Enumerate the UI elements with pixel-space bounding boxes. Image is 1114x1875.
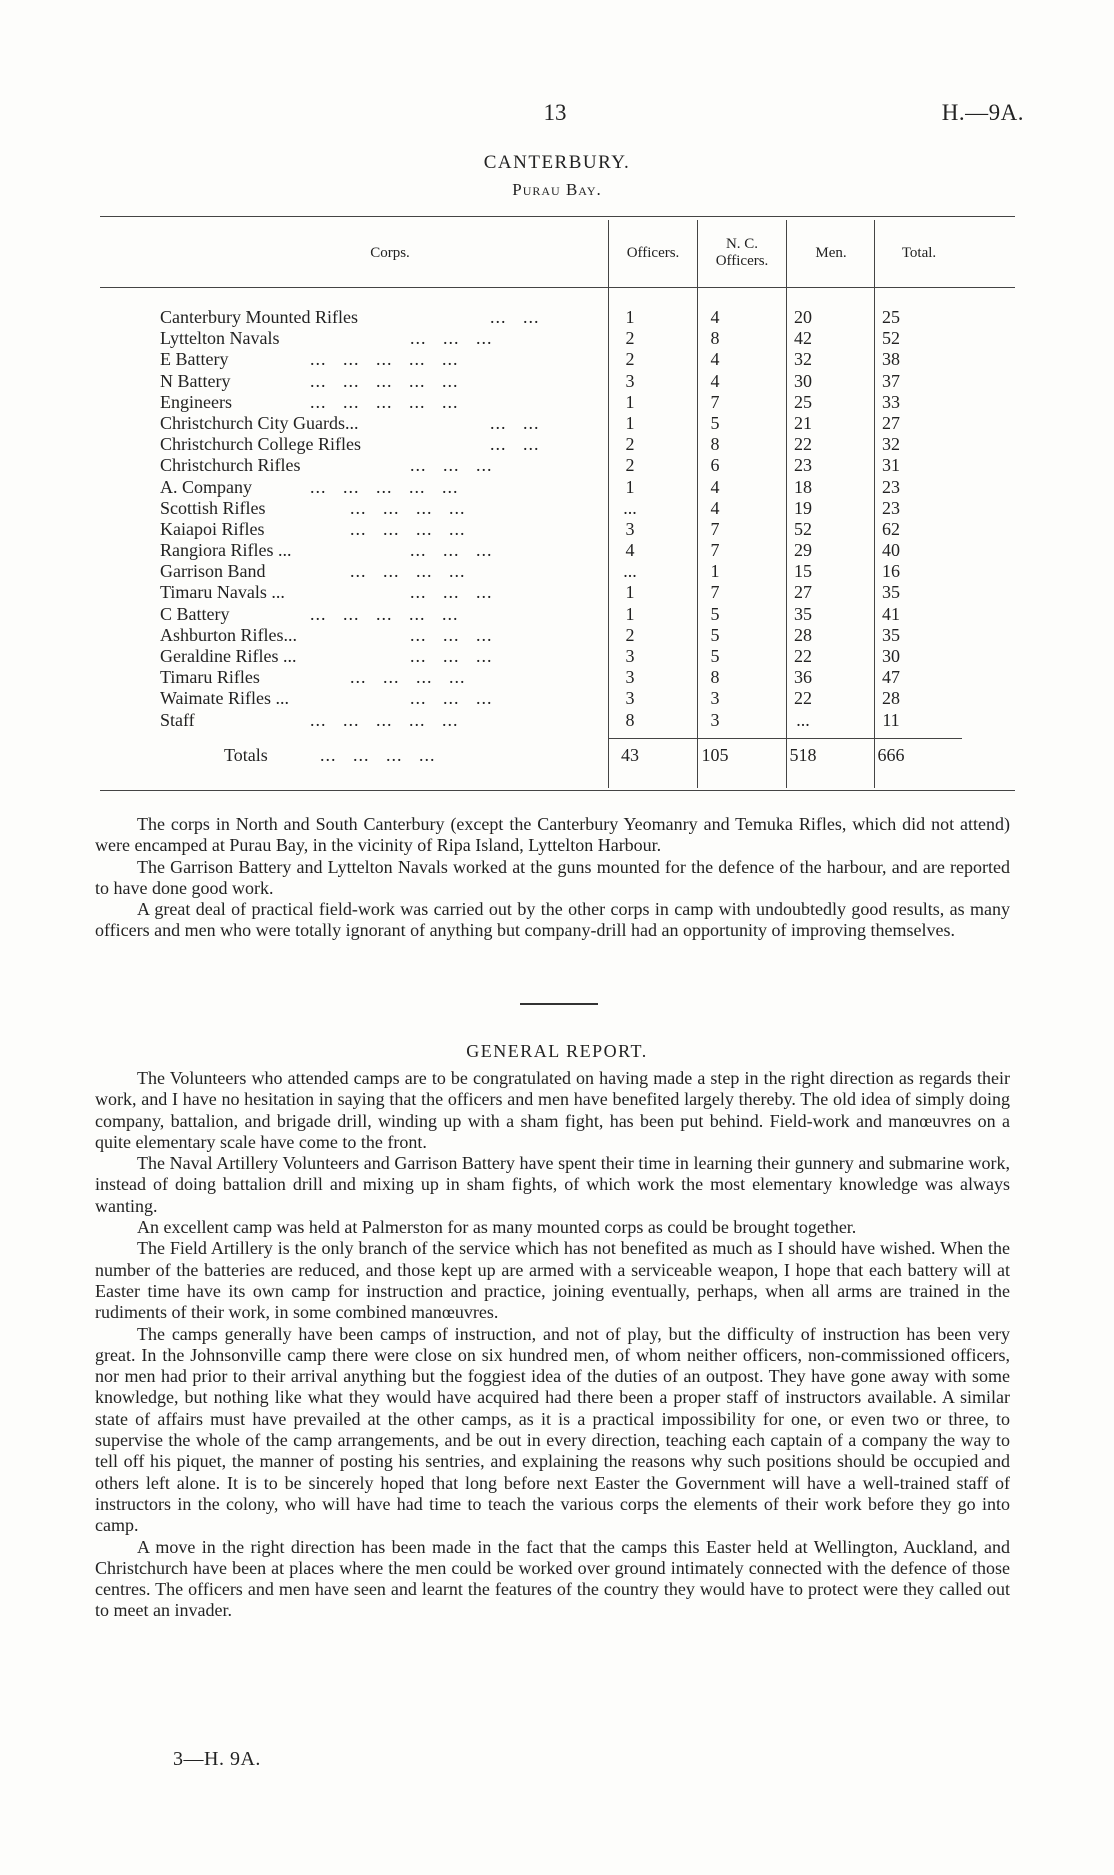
table-row <box>160 540 980 561</box>
paragraph: A move in the right direction has been made in the fact that the camps this Easter held at Wellington, Auckland, and Christchurch have been at places where the men could be worked over ground intimately connected with the defence of those centres. The officers and men have seen and learnt the features of the country they would have to protect were they called out to meet an invader. <box>95 1536 1010 1621</box>
corps-name: Christchurch Rifles <box>160 455 301 476</box>
leader-dots: ... ... ... ... ... <box>310 476 459 497</box>
men-cell: 22 <box>794 688 812 709</box>
officers-cell: 2 <box>625 434 635 455</box>
officers-cell: 1 <box>625 582 635 603</box>
men-cell: 35 <box>794 603 812 624</box>
officers-cell: 3 <box>625 370 635 391</box>
leader-dots: ... ... ... ... ... <box>310 709 459 730</box>
men-cell: 32 <box>794 349 812 370</box>
nco-cell: 7 <box>710 391 720 412</box>
men-cell: 18 <box>794 476 812 497</box>
total-cell: 23 <box>882 476 900 497</box>
total-cell: 31 <box>882 455 900 476</box>
table-top-rule <box>100 216 1015 217</box>
corps-name: Kaiapoi Rifles <box>160 518 265 539</box>
nco-total: 105 <box>701 745 729 765</box>
total-cell: 11 <box>882 709 900 730</box>
column-header-corps: Corps. <box>370 245 410 261</box>
paragraph: The Field Artillery is the only branch of the service which has not benefited as much as I should have wished. When the number of the batteries are reduced, and those kept up are armed with a serviceable weapon, I hope that each battery will at Easter time have its own camp for instruction and practice, joining eventually, perhaps, when all arms are trained in the rudiments of their work, in some combined manœuvres. <box>95 1238 1010 1323</box>
totals-rule <box>608 738 962 739</box>
corps-name: Garrison Band <box>160 561 266 582</box>
grand-total: 666 <box>877 745 905 765</box>
nco-cell: 7 <box>710 518 720 539</box>
leader-dots: ... ... ... <box>410 455 493 476</box>
paragraph: The camps generally have been camps of instruction, and not of play, but the difficulty of instruction has been very great. In the Johnsonville camp there were close on six hundred men, of whom neither officers, non-commissioned officers, nor men had prior to their arrival anything but the foggiest idea of the duties of an outpost. They have gone away with some knowledge, but nothing like what they would have acquired had there been a proper staff of instructors available. A similar state of affairs must have prevailed at the other camps, as it is a practical impossibility for one, or even two or three, to supervise the whole of the camp arrangements, and be out in every direction, teaching each captain of a company the way to tell off his piquet, the manner of posting his sentries, and explaining the reasons why such positions should be occupied and others left alone. It is to be sincerely hoped that long before next Easter the Government will have a well-trained staff of instructors in the colony, who will have had time to teach the various corps the elements of their work before they go into camp. <box>95 1323 1010 1536</box>
table-row <box>160 604 980 625</box>
total-cell: 52 <box>882 328 900 349</box>
officers-cell: 3 <box>625 646 635 666</box>
men-total: 518 <box>789 745 817 765</box>
nco-cell: 8 <box>710 667 720 688</box>
nco-cell: 3 <box>710 709 720 730</box>
table-row <box>160 667 980 688</box>
officers-cell: 8 <box>625 709 635 730</box>
officers-cell: 3 <box>625 688 635 709</box>
total-cell: 37 <box>882 370 900 391</box>
nco-cell: 5 <box>710 412 720 433</box>
men-cell: 28 <box>794 624 812 645</box>
totals-label: Totals <box>224 745 268 765</box>
men-cell: 29 <box>794 540 812 561</box>
men-cell: 36 <box>794 667 812 688</box>
table-row <box>160 498 980 519</box>
table-row <box>160 455 980 476</box>
officers-cell: 2 <box>625 624 635 645</box>
section-title: CANTERBURY. <box>483 152 631 173</box>
leader-dots: ... ... ... <box>410 646 493 666</box>
officers-cell: 4 <box>625 540 635 561</box>
officers-cell: 1 <box>625 476 635 497</box>
leader-dots: ... ... ... <box>410 582 493 603</box>
men-cell: 27 <box>794 582 812 603</box>
paragraph: The corps in North and South Canterbury (except the Canterbury Yeomanry and Temuka Rifles, which did not attend) were encamped at Purau Bay, in the vicinity of Ripa Island, Lyttelton Harbour. <box>95 814 1010 856</box>
table-body <box>160 307 980 731</box>
corps-name: Staff <box>160 709 195 730</box>
officers-cell: 1 <box>625 603 635 624</box>
paragraph: The Volunteers who attended camps are to be congratulated on having made a step in the right direction as regards their work, and I have no hesitation in saying that the officers and men have benefited largely thereby. The old idea of simply doing company, battalion, and brigade drill, winding up with a sham fight, has been put behind. Field-work and manœuvres on a quite elementary scale have come to the front. <box>95 1068 1010 1152</box>
leader-dots: ... ... ... ... <box>320 745 436 765</box>
total-cell: 28 <box>882 688 900 709</box>
document-reference: H.—9A. <box>941 100 1024 125</box>
leader-dots: ... ... ... ... ... <box>310 391 459 412</box>
total-cell: 35 <box>882 582 900 603</box>
table-row <box>160 434 980 455</box>
section-subtitle: Purau Bay. <box>512 180 602 199</box>
corps-name: Lyttelton Navals <box>160 328 280 349</box>
nco-cell: 4 <box>710 370 720 391</box>
total-cell: 23 <box>882 497 900 518</box>
corps-name: Scottish Rifles <box>160 497 266 518</box>
nco-cell: 8 <box>710 434 720 455</box>
men-cell: 22 <box>794 434 812 455</box>
officers-total: 43 <box>621 745 639 765</box>
officers-cell: 1 <box>625 391 635 412</box>
officers-cell: 2 <box>625 328 635 349</box>
corps-name: Christchurch College Rifles <box>160 434 361 455</box>
table-row <box>160 328 980 349</box>
men-cell: 30 <box>794 370 812 391</box>
footer-reference: 3—H. 9A. <box>173 1748 261 1770</box>
corps-name: Timaru Navals ... <box>160 582 285 603</box>
table-row <box>160 646 980 667</box>
total-cell: 35 <box>882 624 900 645</box>
corps-name: Timaru Rifles <box>160 667 260 688</box>
leader-dots: ... ... <box>490 434 540 455</box>
table-row <box>160 477 980 498</box>
nco-cell: 7 <box>710 540 720 561</box>
column-header-men: Men. <box>815 245 847 261</box>
nco-cell: 5 <box>710 603 720 624</box>
nco-cell: 4 <box>710 497 720 518</box>
total-cell: 33 <box>882 391 900 412</box>
men-cell: 20 <box>794 307 812 327</box>
men-cell: 52 <box>794 518 812 539</box>
corps-name: Geraldine Rifles ... <box>160 646 297 666</box>
corps-name: Ashburton Rifles... <box>160 624 297 645</box>
column-header-nco <box>699 236 785 270</box>
nco-cell: 4 <box>710 307 720 327</box>
leader-dots: ... ... ... <box>410 540 493 561</box>
leader-dots: ... ... ... <box>410 688 493 709</box>
table-row <box>160 519 980 540</box>
intro-text <box>95 814 1010 942</box>
column-header-nco-line2: Officers. <box>715 253 769 269</box>
paragraph: The Garrison Battery and Lyttelton Navals worked at the guns mounted for the defence of the harbour, and are reported to have done good work. <box>95 856 1010 898</box>
general-report-title: GENERAL REPORT. <box>466 1041 648 1061</box>
table-row <box>160 392 980 413</box>
corps-name: C Battery <box>160 603 230 624</box>
nco-cell: 3 <box>710 688 720 709</box>
nco-cell: 8 <box>710 328 720 349</box>
nco-cell: 7 <box>710 582 720 603</box>
corps-name: Rangiora Rifles ... <box>160 540 292 561</box>
total-cell: 16 <box>882 561 900 582</box>
men-cell: 19 <box>794 497 812 518</box>
officers-cell: 2 <box>625 349 635 370</box>
table-bottom-rule <box>100 790 1015 791</box>
column-header-total: Total. <box>901 245 937 261</box>
corps-name: Christchurch City Guards... <box>160 412 359 433</box>
table-row <box>160 307 980 328</box>
corps-name: A. Company <box>160 476 252 497</box>
officers-cell: ... <box>623 561 637 582</box>
paragraph: A great deal of practical field-work was carried out by the other corps in camp with undoubtedly good results, as many officers and men who were totally ignorant of anything but company-drill had an opportunity of improving themselves. <box>95 899 1010 941</box>
leader-dots: ... ... ... ... <box>350 667 466 688</box>
leader-dots: ... ... ... ... ... <box>310 603 459 624</box>
nco-cell: 1 <box>710 561 720 582</box>
leader-dots: ... ... <box>490 412 540 433</box>
table-row <box>160 561 980 582</box>
total-cell: 40 <box>882 540 900 561</box>
leader-dots: ... ... ... <box>410 624 493 645</box>
leader-dots: ... ... ... ... ... <box>310 349 459 370</box>
corps-name: Waimate Rifles ... <box>160 688 290 709</box>
corps-name: Canterbury Mounted Rifles <box>160 307 358 327</box>
table-row <box>160 349 980 370</box>
officers-cell: ... <box>623 497 637 518</box>
men-cell: ... <box>796 709 810 730</box>
nco-cell: 6 <box>710 455 720 476</box>
total-cell: 41 <box>882 603 900 624</box>
men-cell: 25 <box>794 391 812 412</box>
header-bottom-rule <box>100 287 1015 288</box>
officers-cell: 1 <box>625 307 635 327</box>
paragraph: An excellent camp was held at Palmerston for as many mounted corps as could be brought together. <box>137 1217 857 1238</box>
table-row <box>160 688 980 709</box>
men-cell: 42 <box>794 328 812 349</box>
leader-dots: ... ... ... ... <box>350 518 466 539</box>
corps-name: E Battery <box>160 349 229 370</box>
table-row <box>160 413 980 434</box>
table-row <box>160 582 980 603</box>
corps-name: N Battery <box>160 370 231 391</box>
column-header-officers: Officers. <box>626 245 680 261</box>
officers-cell: 3 <box>625 667 635 688</box>
men-cell: 23 <box>794 455 812 476</box>
total-cell: 62 <box>882 518 900 539</box>
section-divider <box>520 1003 598 1005</box>
men-cell: 21 <box>794 412 812 433</box>
leader-dots: ... ... ... ... <box>350 561 466 582</box>
table-row <box>160 625 980 646</box>
totals-row <box>160 743 980 767</box>
leader-dots: ... ... ... ... <box>350 497 466 518</box>
nco-cell: 5 <box>710 646 720 666</box>
total-cell: 30 <box>882 646 900 666</box>
total-cell: 38 <box>882 349 900 370</box>
nco-cell: 5 <box>710 624 720 645</box>
leader-dots: ... ... ... ... ... <box>310 370 459 391</box>
total-cell: 47 <box>882 667 900 688</box>
officers-cell: 2 <box>625 455 635 476</box>
table-row <box>160 710 980 731</box>
officers-cell: 1 <box>625 412 635 433</box>
officers-cell: 3 <box>625 518 635 539</box>
general-report-body <box>95 1068 1010 1622</box>
total-cell: 32 <box>882 434 900 455</box>
nco-cell: 4 <box>710 476 720 497</box>
men-cell: 15 <box>794 561 812 582</box>
men-cell: 22 <box>794 646 812 666</box>
table-row <box>160 371 980 392</box>
nco-cell: 4 <box>710 349 720 370</box>
page-number: 13 <box>543 100 567 125</box>
leader-dots: ... ... <box>490 307 540 327</box>
total-cell: 25 <box>882 307 900 327</box>
total-cell: 27 <box>882 412 900 433</box>
paragraph: The Naval Artillery Volunteers and Garrison Battery have spent their time in learning their gunnery and submarine work, instead of doing battalion drill and mixing up in sham fights, of which work the most elementary knowledge was always wanting. <box>95 1153 1010 1216</box>
leader-dots: ... ... ... <box>410 328 493 349</box>
column-header-nco-line1: N. C. <box>725 236 759 252</box>
corps-name: Engineers <box>160 391 232 412</box>
